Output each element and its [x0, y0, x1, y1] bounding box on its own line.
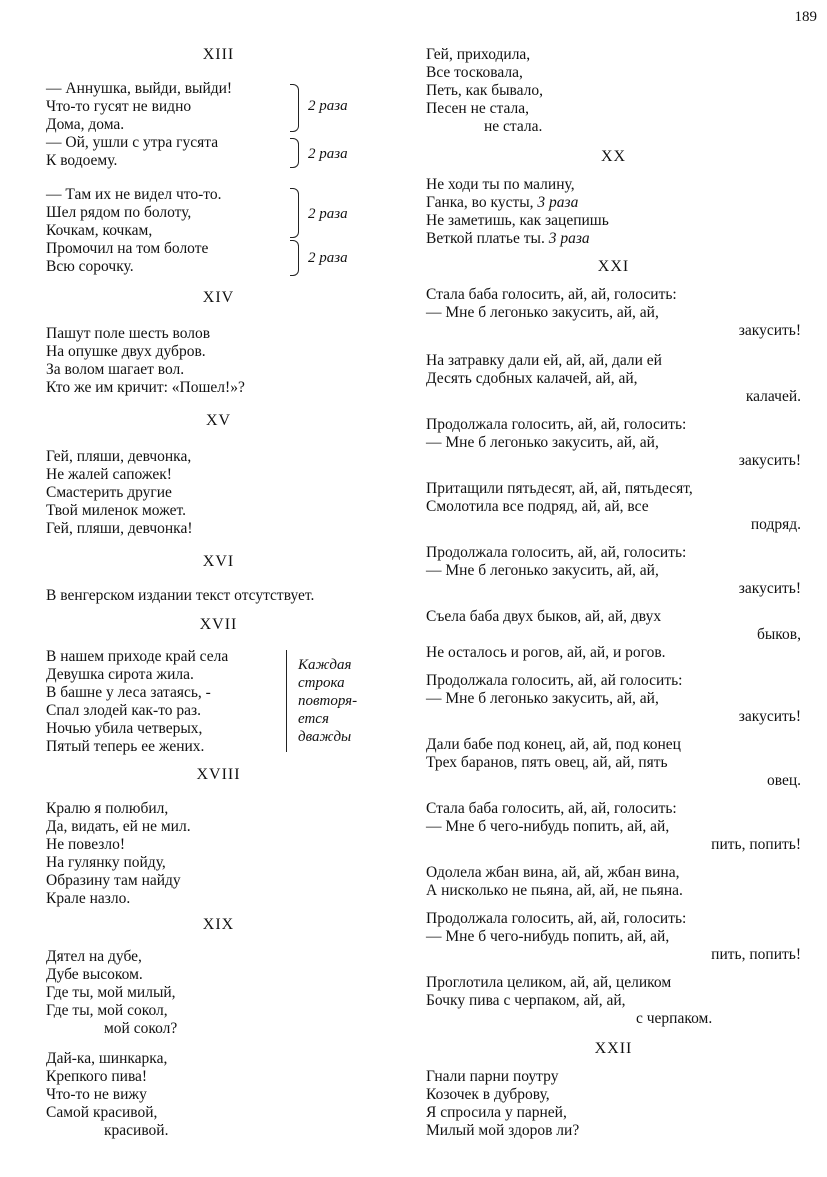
- note-line: ется: [298, 711, 329, 727]
- verse-line: Смолотила все подряд, ай, ай, все: [426, 498, 649, 515]
- verse-line: Что-то гусят не видно: [46, 98, 192, 115]
- verse-line: Бочку пива с черпаком, ай, ай,: [426, 992, 626, 1009]
- verse-line: Пашут поле шесть волов: [46, 325, 211, 342]
- verse-line: Дятел на дубе,: [46, 948, 142, 965]
- verse-line: — Мне б легонько закусить, ай, ай,: [426, 434, 659, 451]
- verse-line: Кралю я полюбил,: [46, 800, 169, 817]
- verse-line: пить, попить!: [711, 946, 801, 963]
- verse-line: Да, видать, ей не мил.: [46, 818, 191, 835]
- verse-line: Дубе высоком.: [46, 966, 143, 983]
- verse-line: Девушка сирота жила.: [46, 666, 194, 683]
- verse-line: Гнали парни поутру: [426, 1068, 559, 1085]
- verse-line: — Мне б легонько закусить, ай, ай,: [426, 690, 659, 707]
- verse-line: Продолжала голосить, ай, ай, голосить:: [426, 544, 687, 561]
- page-number: 189: [794, 9, 817, 25]
- verse-line: пить, попить!: [711, 836, 801, 853]
- verse-line: В башне у леса затаясь, -: [46, 684, 211, 701]
- verse-line: Стала баба голосить, ай, ай, голосить:: [426, 286, 677, 303]
- verse-line: Одолела жбан вина, ай, ай, жбан вина,: [426, 864, 680, 881]
- verse-line: Дали бабе под конец, ай, ай, под конец: [426, 736, 681, 753]
- verse-line: Смастерить другие: [46, 484, 172, 501]
- verse-line: В венгерском издании текст отсутствует.: [46, 587, 315, 604]
- verse-line: с черпаком.: [636, 1010, 713, 1027]
- verse-line: Трех баранов, пять овец, ай, ай, пять: [426, 754, 668, 771]
- section-heading-xix: XIX: [202, 916, 235, 933]
- verse-line: К водоему.: [46, 152, 118, 169]
- repeat-note: 2 раза: [308, 146, 348, 162]
- section-heading-xxi: XXI: [597, 258, 630, 275]
- verse-line: На затравку дали ей, ай, ай, дали ей: [426, 352, 662, 369]
- section-heading-xv: XV: [205, 412, 232, 429]
- repeat-brace: [290, 138, 299, 168]
- verse-line: Притащили пятьдесят, ай, ай, пятьдесят,: [426, 480, 693, 497]
- verse-line: Съела баба двух быков, ай, ай, двух: [426, 608, 662, 625]
- verse-line: красивой.: [104, 1122, 169, 1139]
- verse-line: В нашем приходе край села: [46, 648, 229, 665]
- verse-line: Пятый теперь ее жених.: [46, 738, 205, 755]
- verse-line: Продолжала голосить, ай, ай, голосить:: [426, 416, 687, 433]
- verse-line: Кочкам, кочкам,: [46, 222, 153, 239]
- section-heading-xviii: XVIII: [196, 766, 241, 783]
- verse-line: Все тосковала,: [426, 64, 523, 81]
- verse-line: Спал злодей как-то раз.: [46, 702, 202, 719]
- verse-line: Где ты, мой сокол,: [46, 1002, 168, 1019]
- verse-line: Не осталось и рогов, ай, ай, и рогов.: [426, 644, 666, 661]
- note-line: повторя-: [298, 693, 358, 709]
- verse-line: Гей, приходила,: [426, 46, 531, 63]
- verse-line: Не ходи ты по малину,: [426, 176, 575, 193]
- verse-line: Что-то не вижу: [46, 1086, 147, 1103]
- section-heading-xvi: XVI: [202, 553, 235, 570]
- section-heading-xxii: XXII: [594, 1040, 633, 1057]
- verse-line: — Мне б легонько закусить, ай, ай,: [426, 562, 659, 579]
- verse-line: Стала баба голосить, ай, ай, голосить:: [426, 800, 677, 817]
- verse-line: калачей.: [745, 388, 801, 405]
- verse-line: мой сокол?: [104, 1020, 178, 1037]
- verse-line: Дай-ка, шинкарка,: [46, 1050, 168, 1067]
- verse-line: Петь, как бывало,: [426, 82, 544, 99]
- verse-line: Где ты, мой милый,: [46, 984, 176, 1001]
- note-divider: [286, 650, 287, 752]
- repeat-note-block: [298, 656, 357, 746]
- verse-line: Гей, пляши, девчонка,: [46, 448, 192, 465]
- verse-line: На опушке двух дубров.: [46, 343, 206, 360]
- verse-line: Козочек в дуброву,: [426, 1086, 550, 1103]
- verse-line: Десять сдобных калачей, ай, ай,: [426, 370, 638, 387]
- verse-line: Твой миленок может.: [46, 502, 187, 519]
- verse-line: — Мне б чего-нибудь попить, ай, ай,: [426, 818, 670, 835]
- verse-line: Кто же им кричит: «Пошел!»?: [46, 379, 245, 396]
- verse-line: быков,: [757, 626, 801, 643]
- verse-line: подряд.: [750, 516, 801, 533]
- verse-line: Песен не стала,: [426, 100, 529, 117]
- verse-line: — Мне б легонько закусить, ай, ай,: [426, 304, 659, 321]
- verse-line: А нисколько не пьяна, ай, ай, не пьяна.: [426, 882, 683, 899]
- verse-line: Образину там найду: [46, 872, 181, 889]
- verse-line: Ночью убила четверых,: [46, 720, 203, 737]
- verse-line: Не заметишь, как зацепишь: [426, 212, 609, 229]
- verse-line: Шел рядом по болоту,: [46, 204, 192, 221]
- section-heading-xx: XX: [600, 148, 627, 165]
- verse-line: закусить!: [738, 708, 801, 725]
- repeat-brace: [290, 188, 299, 238]
- verse-line: [426, 230, 590, 248]
- section-heading-xvii: XVII: [199, 616, 238, 633]
- verse-line: закусить!: [738, 452, 801, 469]
- verse-line: — Аннушка, выйди, выйди!: [46, 80, 233, 97]
- repeat-note: 2 раза: [308, 98, 348, 114]
- verse-line: — Мне б чего-нибудь попить, ай, ай,: [426, 928, 670, 945]
- verse-line: За волом шагает вол.: [46, 361, 185, 378]
- verse-line: Промочил на том болоте: [46, 240, 209, 257]
- verse-line: Продолжала голосить, ай, ай голосить:: [426, 672, 683, 689]
- verse-line: Милый мой здоров ли?: [426, 1122, 580, 1139]
- verse-line: Не повезло!: [46, 836, 126, 853]
- section-heading-xiii: XIII: [202, 46, 235, 63]
- note-line: дважды: [298, 729, 352, 745]
- verse-line: закусить!: [738, 322, 801, 339]
- verse-line: [426, 194, 578, 212]
- verse-text: Веткой платье ты.: [426, 230, 545, 247]
- repeat-note: 2 раза: [308, 206, 348, 222]
- verse-line: — Ой, ушли с утра гусята: [46, 134, 219, 151]
- repeat-brace: [290, 84, 299, 132]
- verse-line: Самой красивой,: [46, 1104, 158, 1121]
- verse-line: Продолжала голосить, ай, ай, голосить:: [426, 910, 687, 927]
- verse-line: Не жалей сапожек!: [46, 466, 172, 483]
- repeat-note: 3 раза: [537, 194, 579, 211]
- verse-line: На гулянку пойду,: [46, 854, 166, 871]
- verse-line: Я спросила у парней,: [426, 1104, 567, 1121]
- repeat-note: 2 раза: [308, 250, 348, 266]
- verse-line: Всю сорочку.: [46, 258, 134, 275]
- section-heading-xiv: XIV: [202, 289, 235, 306]
- verse-line: — Там их не видел что-то.: [46, 186, 222, 203]
- note-line: строка: [298, 675, 345, 691]
- repeat-brace: [290, 240, 299, 276]
- verse-line: Крепкого пива!: [46, 1068, 148, 1085]
- note-line: Каждая: [298, 657, 352, 673]
- verse-line: Дома, дома.: [46, 116, 125, 133]
- verse-line: Проглотила целиком, ай, ай, целиком: [426, 974, 672, 991]
- verse-line: не стала.: [484, 118, 543, 135]
- verse-line: овец.: [766, 772, 801, 789]
- verse-line: Гей, пляши, девчонка!: [46, 520, 193, 537]
- verse-line: Крале назло.: [46, 890, 131, 907]
- verse-line: закусить!: [738, 580, 801, 597]
- verse-text: Ганка, во кусты,: [426, 194, 534, 211]
- repeat-note: 3 раза: [548, 230, 590, 247]
